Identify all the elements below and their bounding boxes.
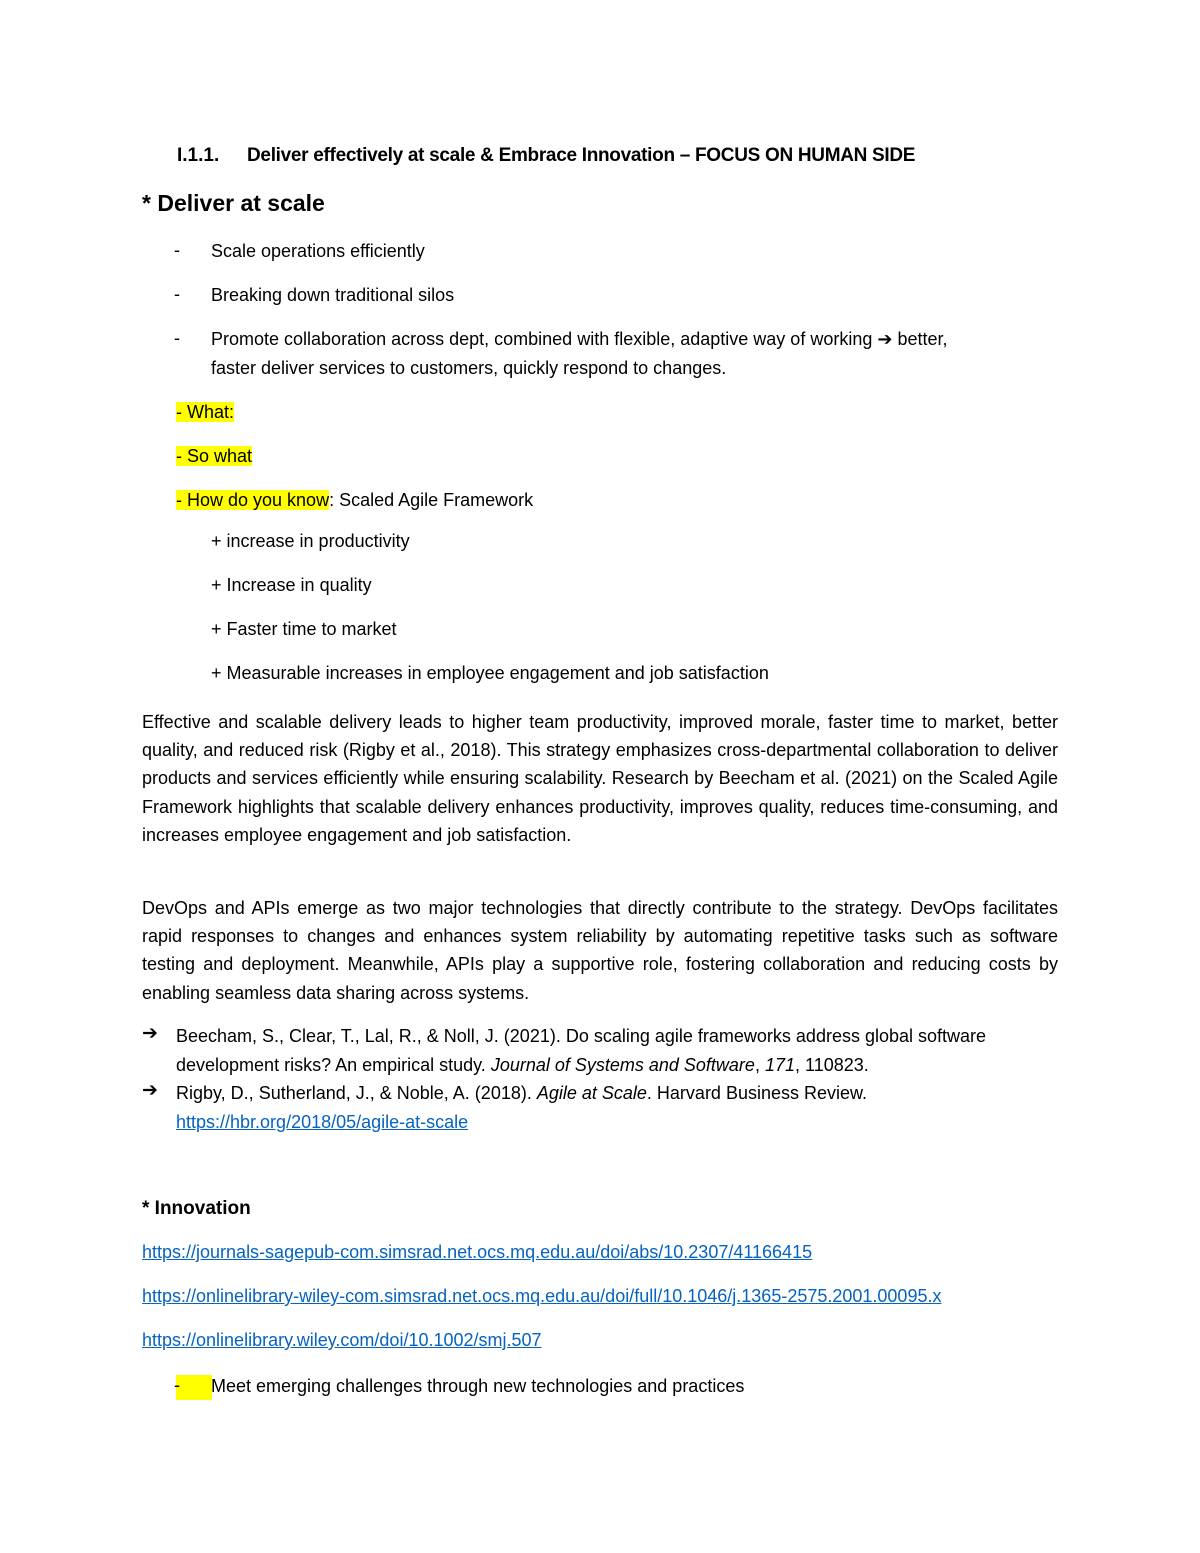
- bullet-item: [211, 325, 948, 354]
- bullet-item-text: Promote collaboration across dept, combined with flexible, adaptive way of working: [211, 329, 873, 349]
- bullet-dash: -: [174, 1375, 180, 1395]
- innovation-link-row: [142, 1286, 941, 1307]
- reference-rigby-authors: Rigby, D., Sutherland, J., & Noble, A. (2018).: [176, 1083, 537, 1103]
- what-highlight: - What:: [176, 402, 235, 422]
- how-highlight: - How do you know: [176, 490, 330, 510]
- paragraph-devops-apis: DevOps and APIs emerge as two major technologies that directly contribute to the strategy. DevOps facilitates rapid responses to changes and enhances system reliability by automating repetitive tasks such as software testing and deployment. Meanwhile, APIs play a supportive role, fostering collaboration and reducing costs by enabling seamless data sharing across systems.: [142, 898, 1058, 1003]
- innovation-link-sagepub[interactable]: https://journals-sagepub-com.simsrad.net.ocs.mq.edu.au/doi/abs/10.2307/41166415: [142, 1242, 813, 1262]
- reference-pages: , 110823.: [795, 1054, 869, 1075]
- so-what-highlight: - So what: [176, 446, 253, 466]
- reference-rigby-link[interactable]: https://hbr.org/2018/05/agile-at-scale: [176, 1111, 469, 1132]
- reference-sep: ,: [754, 1054, 765, 1075]
- benefit-item: + Faster time to market: [211, 619, 397, 639]
- bullet-dash: -: [174, 240, 180, 260]
- benefit-item: + Measurable increases in employee engagement and job satisfaction: [211, 663, 769, 683]
- deliver-heading: * Deliver at scale: [142, 190, 325, 216]
- reference-rigby-source: . Harvard Business Review.: [646, 1083, 868, 1103]
- benefit-item: + Increase in quality: [211, 575, 372, 595]
- reference-rigby-title: Agile at Scale: [536, 1083, 647, 1103]
- section-number: I.1.1.: [177, 145, 220, 166]
- arrow-right-icon: ➔: [142, 1023, 158, 1044]
- bullet-item-text-cont: better,: [897, 329, 948, 349]
- innovation-heading: * Innovation: [142, 1198, 251, 1219]
- innovation-link-row: [142, 1242, 812, 1263]
- bullet-item-continuation: faster deliver services to customers, quickly respond to changes.: [211, 358, 727, 378]
- bullet-dash: -: [174, 284, 180, 304]
- bullet-item: Breaking down traditional silos: [211, 285, 455, 305]
- innovation-bullet: Meet emerging challenges through new technologies and practices: [211, 1376, 745, 1396]
- innovation-link-row: [142, 1330, 542, 1351]
- what-prompt: [176, 398, 234, 426]
- how-suffix: : Scaled Agile Framework: [329, 490, 534, 510]
- reference-beecham-line2: development risks? An empirical study.: [176, 1054, 491, 1075]
- benefit-item: + increase in productivity: [211, 531, 410, 551]
- innovation-link-wiley-proxy[interactable]: https://onlinelibrary-wiley-com.simsrad.net.ocs.mq.edu.au/doi/full/10.1046/j.1365-2575.2001.00095.x: [142, 1286, 942, 1306]
- reference-rigby: [176, 1079, 867, 1136]
- reference-beecham-line1: Beecham, S., Clear, T., Lal, R., & Noll, J. (2021). Do scaling agile frameworks address global software: [176, 1026, 987, 1046]
- bullet-item: Scale operations efficiently: [211, 241, 425, 261]
- how-prompt: [176, 486, 533, 514]
- highlight-marker: [176, 1375, 212, 1400]
- so-what-prompt: [176, 442, 252, 470]
- paragraph-scalable-delivery: Effective and scalable delivery leads to higher team productivity, improved morale, faster time to market, better quality, and reduced risk (Rigby et al., 2018). This strategy emphasizes cross-departmental collaboration to deliver products and services efficiently while ensuring scalability. Research by Beecham et al. (2021) on the Scaled Agile Framework highlights that scalable delivery enhances productivity, improves quality, reduces time-consuming, and increases employee engagement and job satisfaction.: [142, 712, 1058, 845]
- reference-volume: 171: [764, 1054, 796, 1075]
- reference-journal: Journal of Systems and Software: [490, 1054, 755, 1075]
- reference-beecham: [176, 1022, 986, 1079]
- arrow-right-icon: ➔: [142, 1080, 158, 1101]
- innovation-link-wiley[interactable]: https://onlinelibrary.wiley.com/doi/10.1002/smj.507: [142, 1330, 542, 1350]
- section-title: Deliver effectively at scale & Embrace Innovation – FOCUS ON HUMAN SIDE: [247, 145, 916, 166]
- arrow-right-icon: ➔: [877, 329, 893, 349]
- bullet-dash: -: [174, 328, 180, 348]
